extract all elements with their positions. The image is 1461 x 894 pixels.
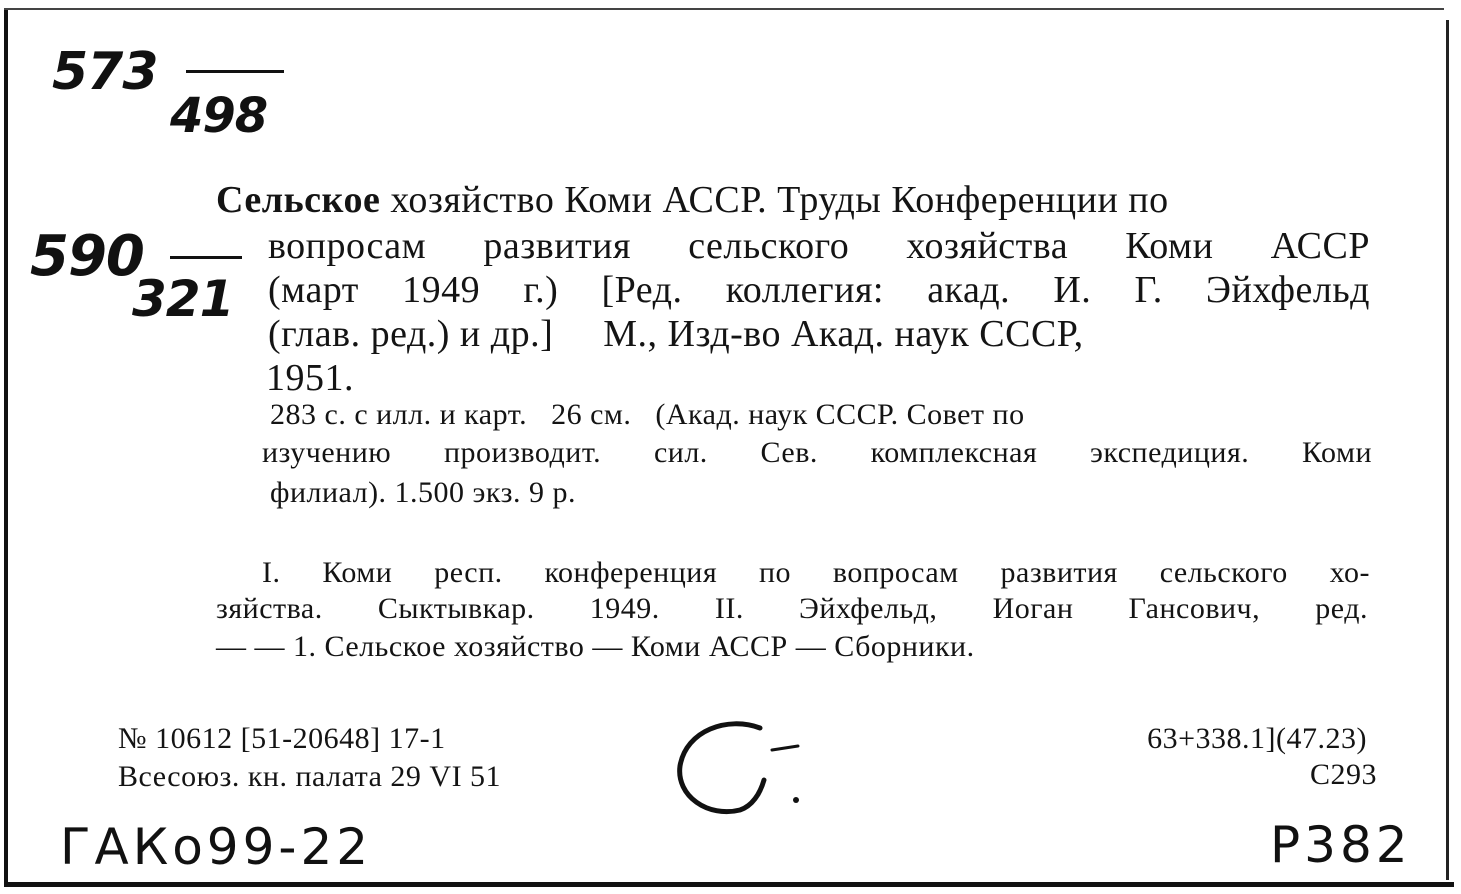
title-line-2: вопросам развития сельского хозяйства Коми АССР [268, 225, 1370, 267]
fraction-bar-mid [170, 256, 242, 259]
call-number-mid-numerator: 590 [30, 224, 144, 289]
call-number-top-numerator: 573 [52, 42, 158, 102]
call-number-top-denominator: 498 [170, 88, 268, 144]
collation-line-1: 283 с. с илл. и карт. 26 см. (Акад. наук СССР. Совет по [270, 398, 1025, 431]
fraction-bar-top [186, 70, 284, 73]
collation-line-3: филиал). 1.500 экз. 9 р. [270, 476, 576, 509]
footer-author-mark: С293 [1309, 758, 1377, 791]
archive-code-handwritten: ГАКо99-22 [60, 818, 373, 876]
footer-registration-number: № 10612 [51-20648] 17-1 [118, 722, 446, 755]
card-right-edge [1446, 20, 1449, 880]
title-line-1 [216, 178, 1368, 222]
card-bottom-edge [4, 882, 1454, 887]
stamp-circle-mark [668, 714, 808, 824]
collation-line-2: изучению производит. сил. Сев. комплексная экспедиция. Коми [262, 436, 1372, 469]
tracing-line-2: зяйства. Сыктывкар. 1949. II. Эйхфельд, Иоган Гансович, ред. [216, 592, 1368, 625]
title-line-3: (март 1949 г.) [Ред. коллегия: акад. И. Г. Эйхфельд [268, 269, 1370, 311]
title-line-1-text: хозяйство Коми АССР. Труды Конференции по [390, 179, 1169, 221]
card-left-edge [4, 10, 8, 886]
title-lead-word: Сельское [216, 179, 381, 221]
tracing-line-3: — — 1. Сельское хозяйство — Коми АССР — Сборники. [216, 630, 975, 663]
footer-chamber-date: Всесоюз. кн. палата 29 VI 51 [118, 760, 502, 793]
call-number-mid-denominator: 321 [132, 270, 234, 328]
shelf-code-handwritten: Р382 [1270, 816, 1412, 874]
footer-classification: 63+338.1](47.23) [1147, 722, 1367, 755]
title-line-4: (глав. ред.) и др.] М., Изд-во Акад. наук СССР, [268, 313, 1084, 355]
tracing-line-1: I. Коми респ. конференция по вопросам развития сельского хо- [262, 556, 1370, 589]
title-line-5: 1951. [266, 357, 354, 399]
card-top-edge [4, 8, 1444, 10]
